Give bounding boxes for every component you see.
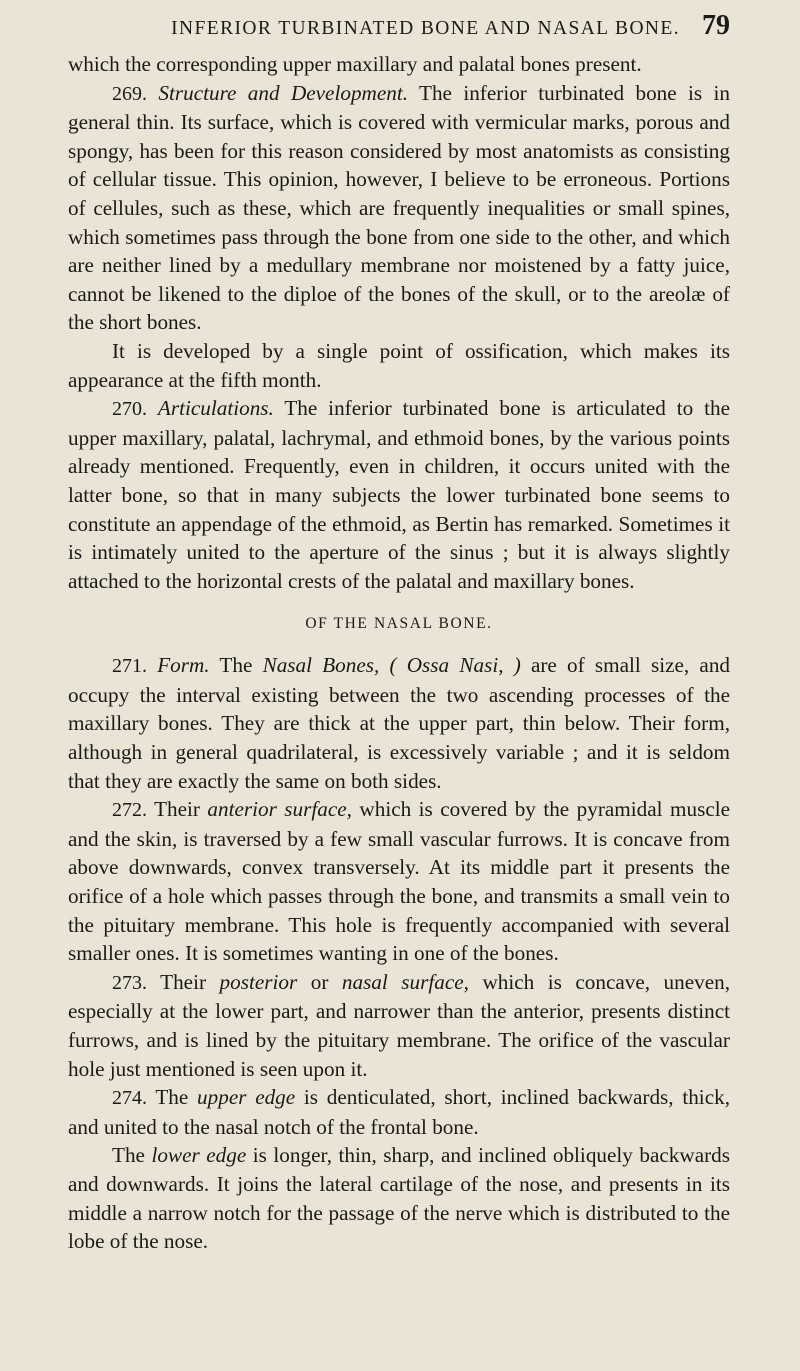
paragraph-270: 270. Articulations. The inferior turbinated bone is articulated to the upper maxillary, palatal, lachrymal, and ethmoid bones, by the various points already mentioned. Frequently, even in children, it occurs united with the latter bone, so that in many subjects the lower turbinated bone seems to constitute an appendage of the ethmoid, as Bertin has remarked. Sometimes it is intimately united to the aperture of the sinus ; but it is always slightly attached to the horizontal crests of the palatal and maxillary bones.	[68, 396, 731, 593]
paragraph-heading: Structure and Development.	[158, 80, 409, 105]
paragraph-number: 273.	[112, 971, 147, 994]
paragraph-269: 269. Structure and Development. The inferior turbinated bone is in general thin. Its surface, which is covered with vermicular marks, porous and spongy, has been for this reason considered by most anatomists as consisting of cellular tissue. This opinion, however, I believe to be erroneous. Portions of cellules, such as these, which are frequently inequalities or small spines, which sometimes pass through the bone from one side to the other, and which are neither lined by a medullary membrane nor moistened by a fatty juice, cannot be likened to the diploe of the bones of the skull, or to the areolæ of the short bones.	[68, 80, 731, 335]
page-number: 79	[702, 10, 730, 41]
paragraph-272: 272. Their anterior surface, which is covered by the pyramidal muscle and the skin, is traversed by a few small vascular furrows. It is concave from above downwards, convex transversely. At its middle part it presents the orifice of a hole which passes through the bone, and transmits a small vein to the pituitary membrane. This hole is frequently accompanied with several smaller ones. It is sometimes wanting in one of the bones.	[68, 797, 731, 966]
paragraph-number: 271.	[112, 655, 147, 678]
paragraph-273: 273. Their posterior or nasal surface, which is concave, uneven, especially at the lower part, and narrower than the anterior, presents distinct furrows, and is lined by the pituitary membrane. The orifice of the vascular hole just mentioned is seen upon it.	[68, 969, 731, 1081]
paragraph-continuation: which the corresponding upper maxillary and palatal bones present.	[68, 52, 642, 76]
running-title: INFERIOR TURBINATED BONE AND NASAL BONE.	[171, 18, 680, 39]
paragraph-number: 270.	[112, 398, 147, 421]
paragraph-274-continued: The lower edge is longer, thin, sharp, and inclined obliquely backwards and downwards. It joins the lateral cartilage of the nose, and presents in its middle a narrow notch for the passage of the nerve which is distributed to the lobe of the nose.	[68, 1143, 730, 1254]
paragraph-269-continued: It is developed by a single point of ossification, which makes its appearance at the fifth month.	[68, 338, 730, 392]
paragraph-number: 274.	[112, 1087, 147, 1110]
section-heading: OF THE NASAL BONE.	[305, 615, 493, 633]
paragraph-number: 272.	[112, 799, 147, 822]
running-head	[68, 10, 730, 50]
paragraph-heading: Articulations.	[157, 396, 274, 421]
paragraph-number: 269.	[112, 82, 147, 105]
paragraph-271: 271. Form. The Nasal Bones, ( Ossa Nasi, ) are of small size, and occupy the interval existing between the two ascending processes of the maxillary bones. They are thick at the upper part, thin below. Their form, although in general quadrilateral, is excessively variable ; and it is seldom that they are exactly the same on both sides.	[68, 653, 731, 793]
paragraph-274: 274. The upper edge is denticulated, short, inclined backwards, thick, and united to the nasal notch of the frontal bone.	[68, 1085, 730, 1139]
paragraph-heading: Form.	[157, 653, 210, 678]
